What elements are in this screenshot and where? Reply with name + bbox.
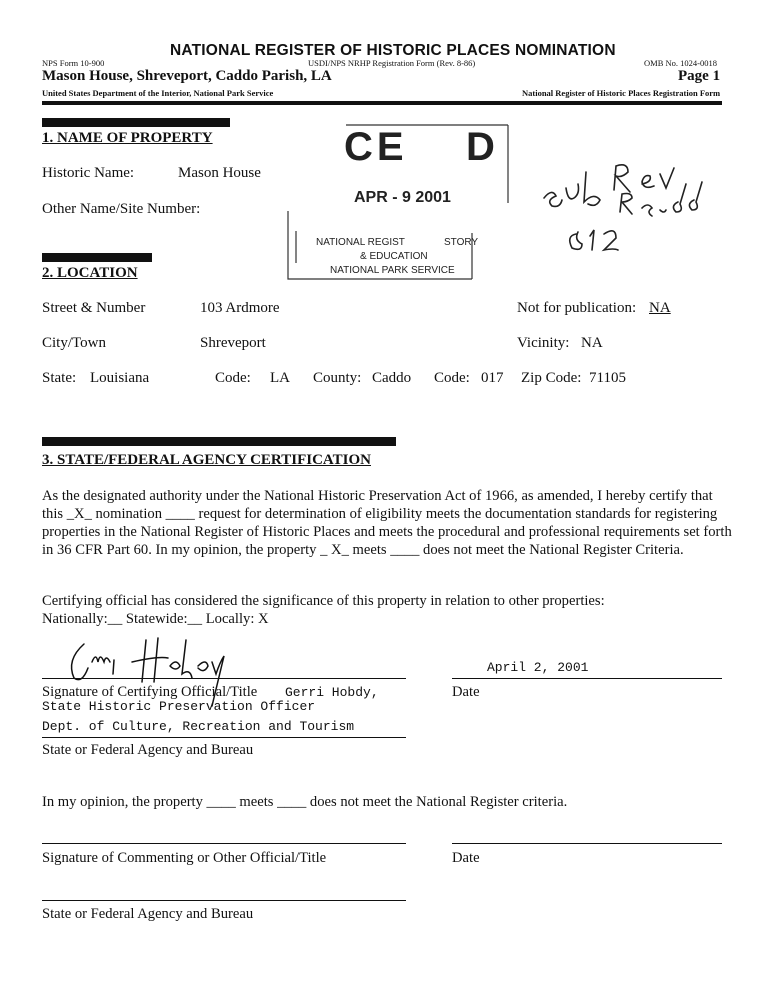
city-label: City/Town (42, 335, 106, 351)
historic-name-label: Historic Name: (42, 165, 135, 181)
vicinity-value: NA (581, 335, 603, 351)
city-value: Shreveport (200, 335, 266, 351)
state-code-label: Code: (215, 370, 251, 386)
state-value: Louisiana (90, 370, 150, 386)
omb-number: OMB No. 1024-0018 (644, 58, 717, 68)
zip-label: Zip Code: (521, 370, 582, 386)
section1-bar (42, 118, 230, 127)
stamp-date: APR - 9 2001 (354, 189, 451, 206)
street-label: Street & Number (42, 300, 146, 316)
agency-label: State or Federal Agency and Bureau (42, 742, 254, 758)
agency-label-2: State or Federal Agency and Bureau (42, 906, 254, 922)
stamp-org-line3: NATIONAL PARK SERVICE (330, 265, 455, 276)
stamp-org-line2: & EDUCATION (360, 251, 428, 262)
not-for-publication-value: NA (649, 300, 671, 316)
signature-line (42, 678, 406, 679)
other-name-label: Other Name/Site Number: (42, 201, 201, 217)
signature-label: Signature of Certifying Official/Title (42, 684, 258, 700)
form-title: NATIONAL REGISTER OF HISTORIC PLACES NOMINATION (170, 42, 616, 59)
department-value: Dept. of Culture, Recreation and Tourism (42, 719, 355, 734)
agency-line (42, 737, 406, 738)
vicinity-label: Vicinity: (517, 335, 570, 351)
section1-heading: 1. NAME OF PROPERTY (42, 130, 213, 146)
county-code-label: Code: (434, 370, 470, 386)
agency-line: United States Department of the Interior, National Park Service (42, 88, 274, 98)
header-rule (42, 101, 722, 105)
received-stamp (286, 123, 510, 281)
agency-line-2 (42, 900, 406, 901)
section3-heading: 3. STATE/FEDERAL AGENCY CERTIFICATION (42, 452, 371, 468)
not-for-publication-label: Not for publication: (517, 300, 637, 316)
date-label: Date (452, 684, 480, 700)
signer-name: Gerri Hobdy, (285, 685, 379, 700)
form-name: National Register of Historic Places Registration Form (522, 88, 721, 98)
significance-line2: Nationally:__ Statewide:__ Locally: X (42, 611, 269, 627)
commenting-label: Signature of Commenting or Other Official/Title (42, 850, 327, 866)
state-code-value: LA (270, 370, 290, 386)
property-line: Mason House, Shreveport, Caddo Parish, LA (42, 68, 332, 84)
stamp-org-line1: NATIONAL REGIST (316, 237, 405, 248)
county-code-value: 017 (481, 370, 504, 386)
section3-bar (42, 437, 396, 446)
zip-value: 71105 (589, 370, 626, 386)
commenting-signature-line (42, 843, 406, 844)
commenting-date-line (452, 843, 722, 844)
commenting-date-label: Date (452, 850, 480, 866)
state-label: State: (42, 370, 77, 386)
stamp-received-left: CE (344, 125, 408, 169)
county-value: Caddo (372, 370, 412, 386)
stamp-org-line1b: STORY (444, 237, 479, 248)
certification-paragraph: As the designated authority under the National Historic Preservation Act of 1966, as amended, I hereby certify that this _X_ nomination ____ request for determination of eligibility meets the documentation standards for registering properties in the National Register of Historic Places and meets the procedural and professional requirements set forth in 36 CFR Part 60. In my opinion, the property _ X_ meets ____ does not meet the National Register Criteria. (42, 488, 732, 558)
significance-line1: Certifying official has considered the significance of this property in relation to other properties: (42, 593, 605, 609)
form-number: NPS Form 10-900 (42, 58, 105, 68)
stamp-received-right: D (466, 125, 495, 169)
section2-bar (42, 253, 152, 262)
certification-date: April 2, 2001 (487, 660, 589, 675)
section2-heading: 2. LOCATION (42, 265, 138, 281)
handwritten-note (538, 150, 718, 260)
street-value: 103 Ardmore (200, 300, 280, 316)
page-number: Page 1 (678, 68, 721, 84)
date-line (452, 678, 722, 679)
form-subtitle: USDI/NPS NRHP Registration Form (Rev. 8-86) (308, 58, 476, 68)
signer-title: State Historic Preservation Officer (42, 699, 316, 714)
historic-name-value: Mason House (178, 165, 261, 181)
opinion-line: In my opinion, the property ____ meets ____ does not meet the National Register criteria. (42, 794, 568, 810)
county-label: County: (313, 370, 362, 386)
